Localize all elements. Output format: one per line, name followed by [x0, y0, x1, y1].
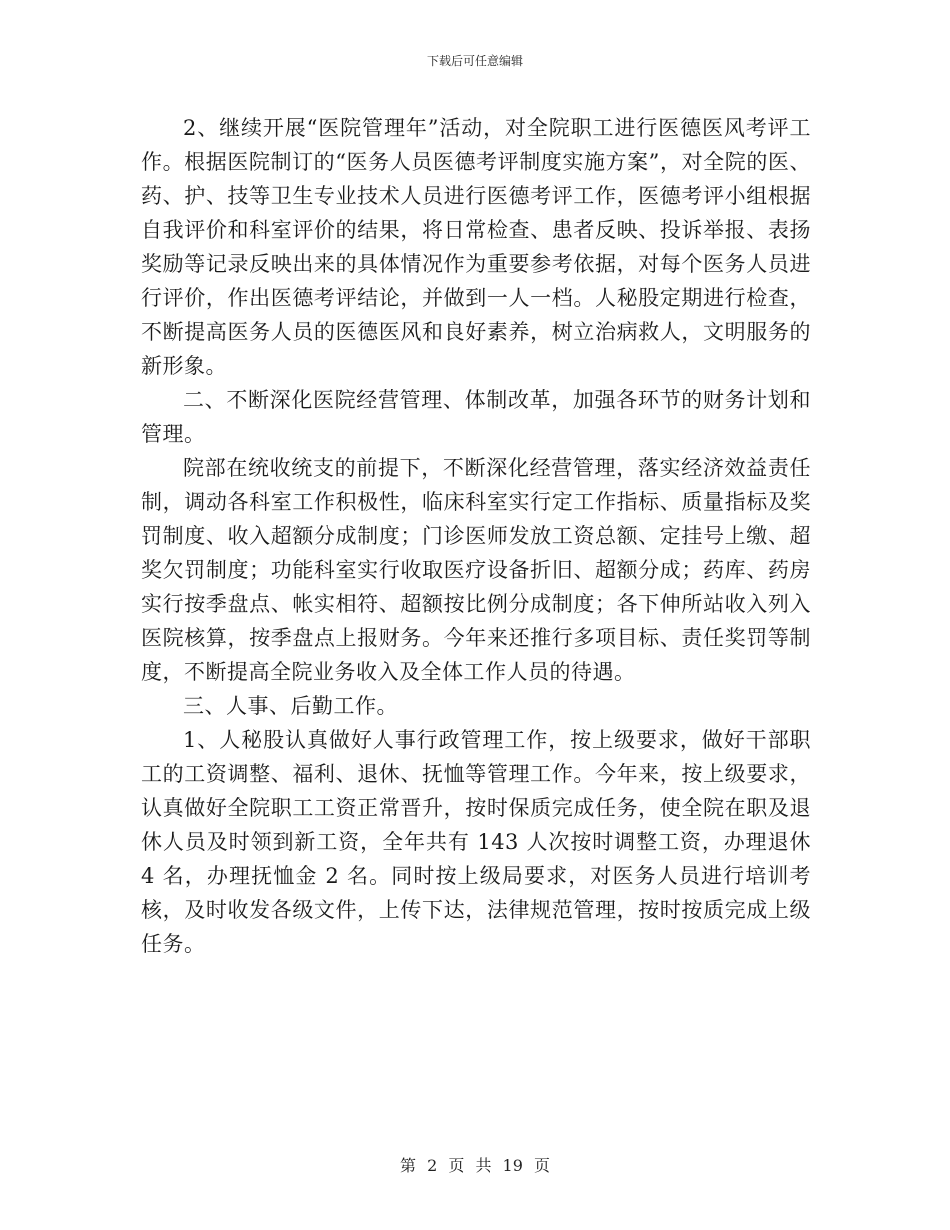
- paragraph-medical-ethics: 2、继续开展“医院管理年”活动，对全院职工进行医德医风考评工作。根据医院制订的“医务人员医德考评制度实施方案”，对全院的医、药、护、技等卫生专业技术人员进行医德考评工作，医德考评小组根据自我评价和科室评价的结果，将日常检查、患者反映、投诉举报、表扬奖励等记录反映出来的具体情况作为重要参考依据，对每个医务人员进行评价，作出医德考评结论，并做到一人一档。人秘股定期进行检查，不断提高医务人员的医德医风和良好素养，树立治病救人，文明服务的新形象。: [141, 116, 811, 378]
- page-footer: 第 2 页 共 19 页: [400, 1156, 550, 1175]
- page-header: 下载后可任意编辑: [426, 54, 523, 68]
- paragraph-section-two-heading: 二、不断深化医院经营管理、体制改革，加强各环节的财务计划和管理。: [141, 388, 811, 446]
- paragraph-section-three-heading: 三、人事、后勤工作。: [183, 694, 398, 718]
- paragraph-management: 院部在统收统支的前提下，不断深化经营管理，落实经济效益责任制，调动各科室工作积极性，临床科室实行定工作指标、质量指标及奖罚制度、收入超额分成制度；门诊医师发放工资总额、定挂号上缴、超奖欠罚制度；功能科室实行收取医疗设备折旧、超额分成；药库、药房实行按季盘点、帐实相符、超额按比例分成制度；各下伸所站收入列入医院核算，按季盘点上报财务。今年来还推行多项目标、责任奖罚等制度，不断提高全院业务收入及全体工作人员的待遇。: [141, 456, 811, 684]
- document-body: [141, 111, 811, 961]
- paragraph-personnel: 1、人秘股认真做好人事行政管理工作，按上级要求，做好干部职工的工资调整、福利、退休、抚恤等管理工作。今年来，按上级要求，认真做好全院职工工资正常晋升，按时保质完成任务，使全院在职及退休人员及时领到新工资，全年共有 143 人次按时调整工资，办理退休 4 名，办理抚恤金 2 名。同时按上级局要求，对医务人员进行培训考核，及时收发各级文件，上传下达，法律规范管理，按时按质完成上级任务。: [141, 728, 811, 956]
